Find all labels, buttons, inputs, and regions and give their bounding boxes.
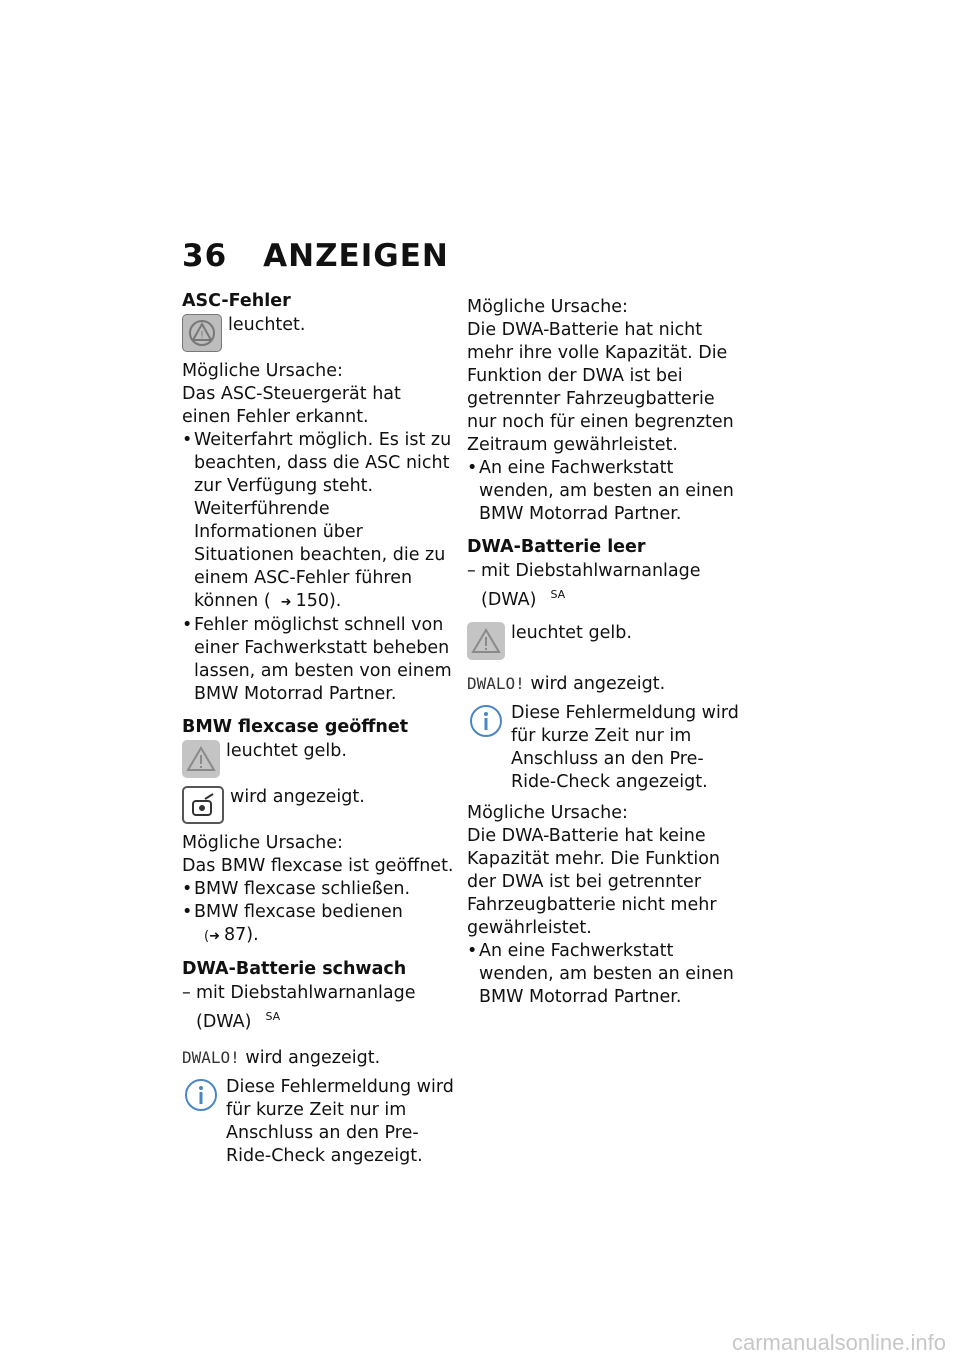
dwa-empty-code: DWALO!	[467, 673, 525, 693]
flexcase-indicator-1-text: leuchtet gelb.	[226, 741, 347, 761]
warning-triangle-icon	[467, 622, 505, 660]
flexcase-indicator-row-1	[182, 740, 454, 778]
page-number: 36	[182, 238, 228, 274]
flexcase-cause: Das BMW flexcase ist geöffnet.	[182, 856, 454, 876]
dwa-empty-info-text: Diese Fehlermeldung wird für kurze Zeit nur im Anschluss an den Pre-Ride-Check angezeigt.	[511, 702, 739, 792]
asc-heading: ASC-Fehler	[182, 291, 291, 311]
flexcase-bullet-2: • BMW flexcase bedienen (➜ 87).	[182, 901, 454, 948]
reference-arrow-icon: (➜	[204, 929, 220, 944]
reference-arrow-icon: ➜	[280, 595, 292, 610]
dwa-empty-cause: Die DWA-Batterie hat keine Kapazität mehr. Die Funktion der DWA ist bei getrennter Fahrzeugbatterie nicht mehr gewährleistet.	[467, 825, 721, 938]
asc-indicator-text: leuchtet.	[228, 315, 306, 335]
dwa-empty-code-row: DWALO! wird angezeigt.	[467, 673, 666, 694]
dwa-empty-indicator-row	[467, 622, 739, 660]
asc-bullet-1: • Weiterfahrt möglich. Es ist zu beachten, dass die ASC nicht zur Verfügung steht. Weiterführende Informationen über Situationen beachten, die zu einem ASC-Fehler führen können ( ➜ 150).	[182, 429, 454, 614]
flexcase-cause-label: Mögliche Ursache:	[182, 833, 343, 853]
warning-triangle-icon	[182, 740, 220, 778]
flexcase-heading: BMW flexcase geöffnet	[182, 717, 409, 737]
asc-cause-label: Mögliche Ursache:	[182, 361, 343, 381]
dwa-weak-code-row: DWALO! wird angezeigt.	[182, 1047, 381, 1068]
dwa-weak-code: DWALO!	[182, 1047, 240, 1067]
page-header	[182, 238, 449, 274]
dwa-weak-cause-label: Mögliche Ursache:	[467, 297, 628, 317]
flexcase-indicator-2-text: wird angezeigt.	[230, 787, 365, 807]
asc-warning-icon	[182, 314, 222, 352]
info-icon	[467, 702, 505, 740]
dwa-weak-condition: – mit Diebstahlwarnanlage (DWA) $^{SA}$	[182, 982, 454, 1034]
info-icon	[182, 1076, 220, 1114]
dwa-empty-bullet: • An eine Fachwerkstatt wenden, am besten an einen BMW Motorrad Partner.	[467, 940, 739, 1009]
dwa-empty-heading: DWA-Batterie leer	[467, 537, 646, 557]
dwa-weak-info-row	[182, 1076, 454, 1168]
dwa-weak-heading: DWA-Batterie schwach	[182, 959, 407, 979]
left-column	[182, 290, 454, 1176]
flexcase-ref-page: 87).	[223, 925, 259, 945]
asc-bullet-2: • Fehler möglichst schnell von einer Fachwerkstatt beheben lassen, am besten von einem BMW Motorrad Partner.	[182, 614, 454, 706]
asc-indicator-row	[182, 314, 454, 352]
dwa-empty-info-row	[467, 702, 739, 794]
sa-badge: SA	[265, 1010, 281, 1023]
asc-cause: Das ASC-Steuergerät hat einen Fehler erkannt.	[182, 384, 401, 427]
flexcase-indicator-row-2	[182, 786, 454, 824]
dwa-empty-cause-label: Mögliche Ursache:	[467, 802, 628, 823]
asc-ref-page: 150).	[295, 591, 342, 611]
watermark: carmanualsonline.info	[731, 1330, 946, 1355]
dwa-weak-cause: Die DWA-Batterie hat nicht mehr ihre volle Kapazität. Die Funktion der DWA ist bei getrennter Fahrzeugbatterie nur noch für einen begrenzten Zeitraum gewährleistet.	[467, 320, 734, 455]
dwa-empty-condition: – mit Diebstahlwarnanlage (DWA) $^{SA}$	[467, 560, 739, 612]
sa-badge: SA	[550, 588, 566, 601]
dwa-empty-indicator-text: leuchtet gelb.	[511, 622, 632, 643]
dwa-weak-bullet: • An eine Fachwerkstatt wenden, am besten an einen BMW Motorrad Partner.	[467, 457, 739, 526]
flexcase-open-icon	[182, 786, 224, 824]
flexcase-bullet-1: • BMW flexcase schließen.	[182, 878, 454, 901]
dwa-weak-info-text: Diese Fehlermeldung wird für kurze Zeit nur im Anschluss an den Pre-Ride-Check angezeigt.	[226, 1076, 454, 1166]
right-column	[467, 290, 739, 1009]
page-title: ANZEIGEN	[263, 238, 449, 274]
svg-text:!: !	[199, 330, 205, 341]
